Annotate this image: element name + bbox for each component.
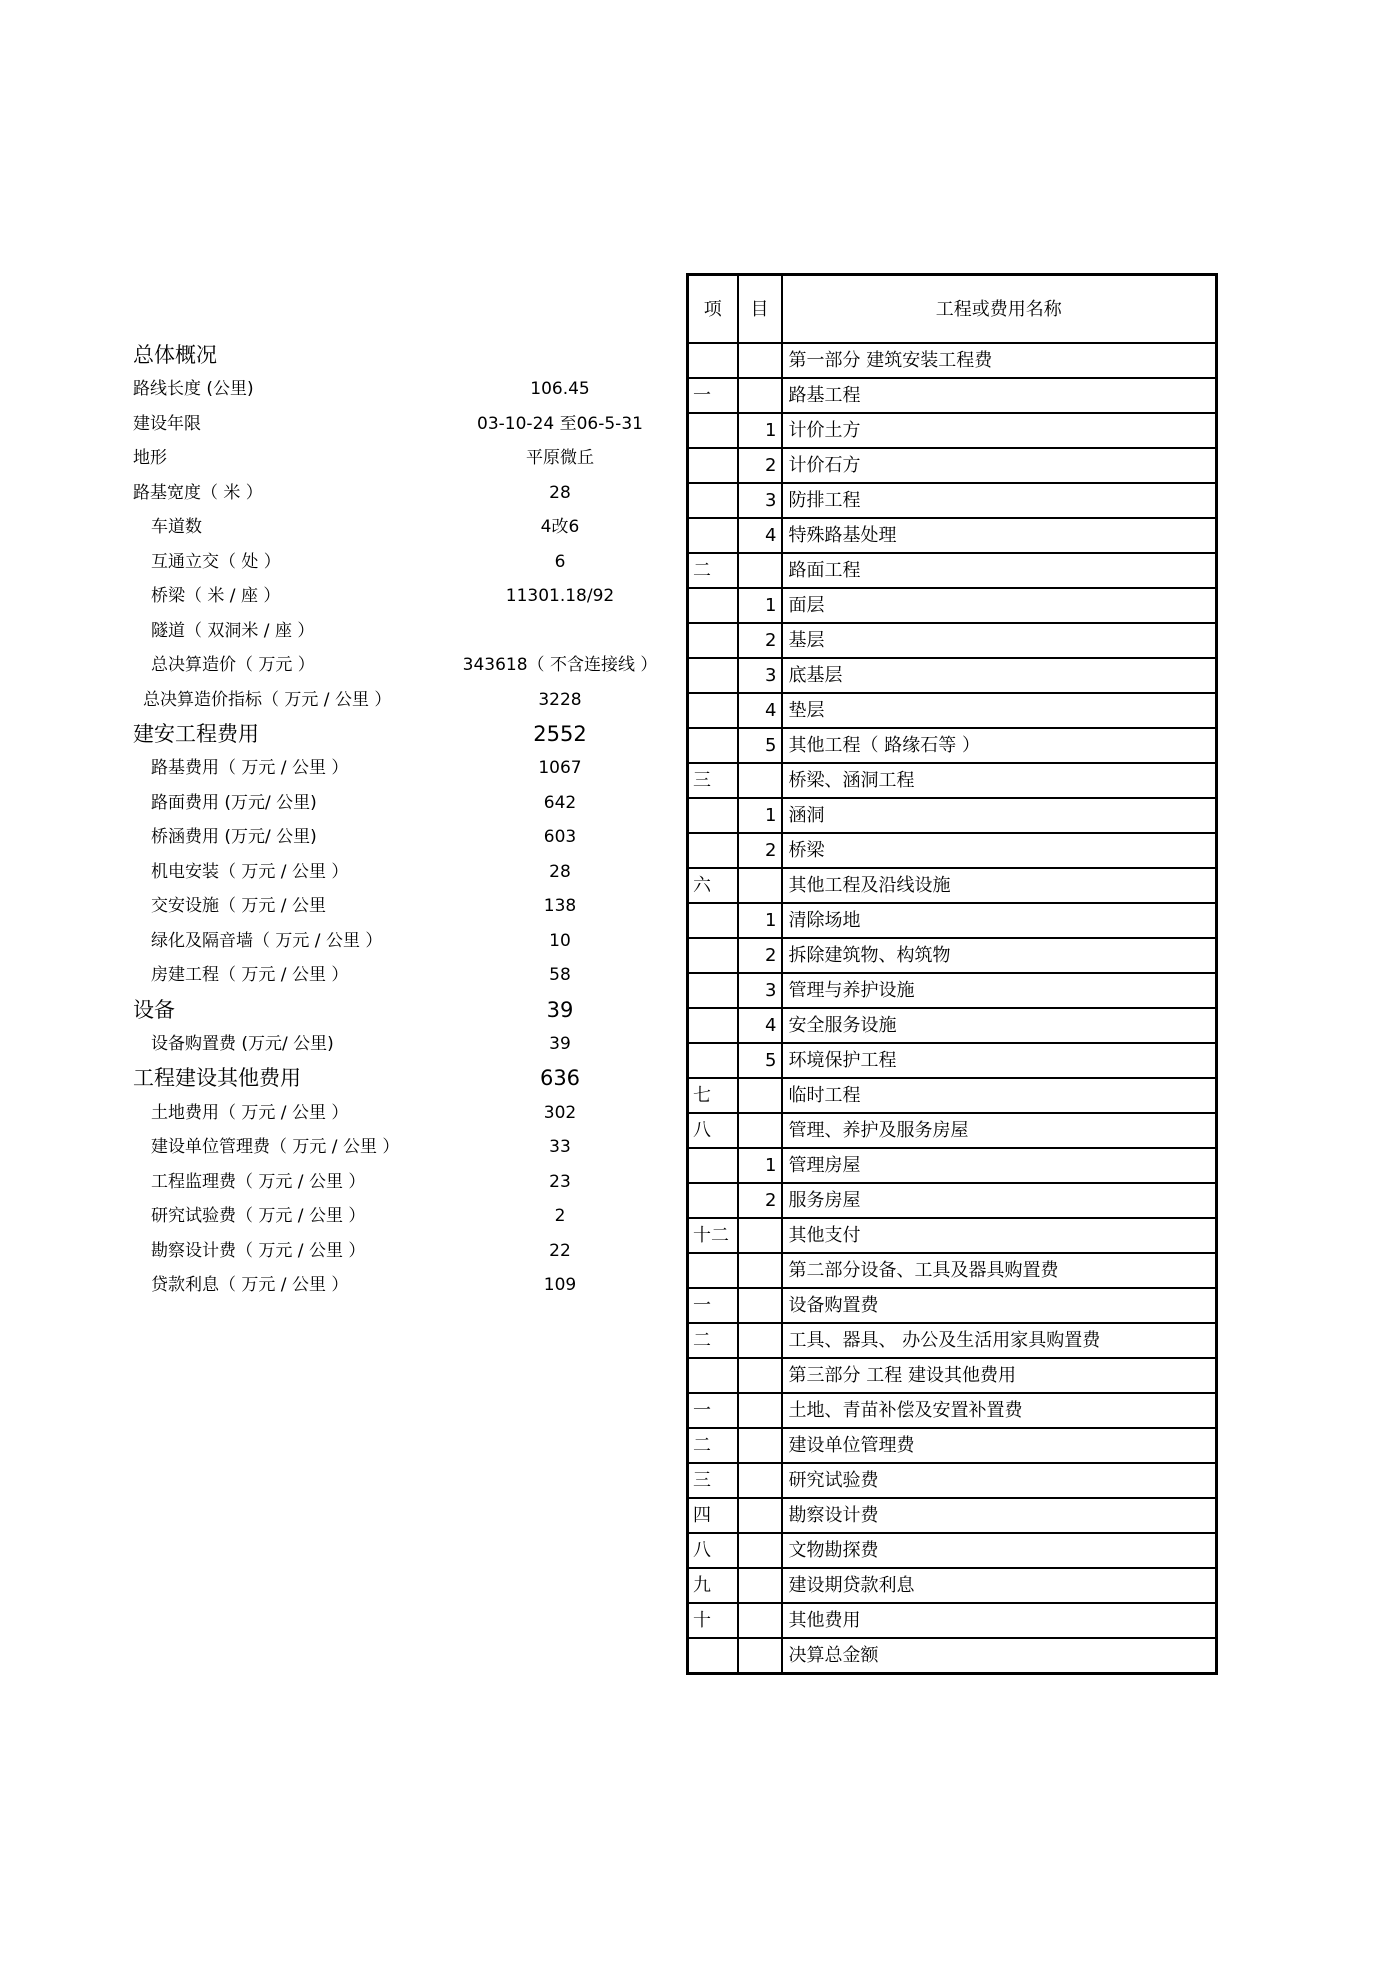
summary-label: 设备: [133, 998, 175, 1022]
table-row: [688, 623, 1217, 658]
cell-mu: 3: [738, 973, 782, 1008]
summary-row: [0, 1199, 680, 1233]
summary-label: 贷款利息（ 万元 / 公里 ）: [151, 1275, 349, 1295]
summary-value: 4改6: [540, 517, 580, 537]
cell-name: 其他工程及沿线设施: [782, 868, 1217, 903]
summary-label: 交安设施（ 万元 / 公里: [151, 896, 326, 916]
cell-mu: 5: [738, 1043, 782, 1078]
summary-value: 平原微丘: [526, 448, 594, 468]
summary-section-heading: [0, 717, 680, 751]
summary-value: 28: [549, 862, 571, 882]
cell-name: 工具、器具、 办公及生活用家具购置费: [782, 1323, 1217, 1358]
cell-mu: [738, 343, 782, 378]
cell-name: 设备购置费: [782, 1288, 1217, 1323]
cell-name: 决算总金额: [782, 1638, 1217, 1674]
cell-name: 建设单位管理费: [782, 1428, 1217, 1463]
summary-label: 桥梁（ 米 / 座 ）: [151, 586, 281, 606]
cell-mu: 3: [738, 483, 782, 518]
cell-xiang: [688, 728, 738, 763]
summary-label: 建安工程费用: [133, 722, 259, 746]
table-row: [688, 1498, 1217, 1533]
summary-row: [0, 545, 680, 579]
cell-mu: [738, 378, 782, 413]
table-row: [688, 1218, 1217, 1253]
summary-label: 总决算造价（ 万元 ）: [151, 655, 315, 675]
table-row: [688, 483, 1217, 518]
summary-label: 路基宽度（ 米 ）: [133, 483, 263, 503]
cell-name: 其他费用: [782, 1603, 1217, 1638]
cell-name: 勘察设计费: [782, 1498, 1217, 1533]
summary-value: 343618（ 不含连接线 ）: [462, 655, 658, 675]
cell-xiang: 三: [688, 1463, 738, 1498]
table-row: [688, 833, 1217, 868]
summary-section-heading: [0, 993, 680, 1027]
cell-name: 研究试验费: [782, 1463, 1217, 1498]
table-row: [688, 1323, 1217, 1358]
header-mu: 目: [738, 275, 782, 344]
summary-row: [0, 407, 680, 441]
summary-row: [0, 1165, 680, 1199]
cell-mu: [738, 1463, 782, 1498]
cell-mu: [738, 1323, 782, 1358]
cell-mu: 2: [738, 938, 782, 973]
table-row: [688, 1358, 1217, 1393]
cell-mu: 4: [738, 693, 782, 728]
summary-row: [0, 1234, 680, 1268]
cell-xiang: 六: [688, 868, 738, 903]
cell-xiang: 二: [688, 1323, 738, 1358]
table-row: [688, 1533, 1217, 1568]
cell-mu: [738, 868, 782, 903]
cell-mu: [738, 1113, 782, 1148]
table-row: [688, 343, 1217, 378]
summary-row: [0, 1096, 680, 1130]
summary-label: 土地费用（ 万元 / 公里 ）: [151, 1103, 349, 1123]
cell-xiang: 一: [688, 1288, 738, 1323]
table-row: [688, 1183, 1217, 1218]
table-row: [688, 518, 1217, 553]
cell-xiang: [688, 1008, 738, 1043]
summary-label: 设备购置费 (万元/ 公里): [151, 1034, 334, 1054]
cell-xiang: 八: [688, 1113, 738, 1148]
table-row: [688, 798, 1217, 833]
cell-mu: [738, 1603, 782, 1638]
cell-xiang: [688, 1638, 738, 1674]
cell-name: 路基工程: [782, 378, 1217, 413]
cell-xiang: [688, 1253, 738, 1288]
table-row: [688, 973, 1217, 1008]
cell-name: 管理与养护设施: [782, 973, 1217, 1008]
cell-xiang: [688, 938, 738, 973]
summary-row: [0, 958, 680, 992]
summary-row: [0, 924, 680, 958]
summary-row: [0, 648, 680, 682]
summary-label: 互通立交（ 处 ）: [151, 552, 281, 572]
cell-name: 底基层: [782, 658, 1217, 693]
header-xiang: 项: [688, 275, 738, 344]
cell-name: 管理房屋: [782, 1148, 1217, 1183]
cell-mu: [738, 1428, 782, 1463]
table-row: [688, 658, 1217, 693]
cell-xiang: [688, 448, 738, 483]
cell-xiang: [688, 903, 738, 938]
cell-mu: [738, 1288, 782, 1323]
cell-mu: 2: [738, 833, 782, 868]
summary-label: 建设年限: [133, 414, 201, 434]
summary-row: [0, 889, 680, 923]
cell-name: 其他支付: [782, 1218, 1217, 1253]
summary-row: [0, 614, 680, 648]
cell-mu: [738, 1358, 782, 1393]
summary-value: 603: [543, 827, 577, 847]
cell-name: 清除场地: [782, 903, 1217, 938]
table-row: [688, 378, 1217, 413]
table-row: [688, 1603, 1217, 1638]
cell-xiang: [688, 623, 738, 658]
cell-name: 桥梁、涵洞工程: [782, 763, 1217, 798]
summary-row: [0, 579, 680, 613]
cell-mu: 2: [738, 1183, 782, 1218]
summary-label: 工程建设其他费用: [133, 1066, 301, 1090]
cell-xiang: 九: [688, 1568, 738, 1603]
cell-xiang: 三: [688, 763, 738, 798]
cell-mu: 1: [738, 1148, 782, 1183]
cell-name: 特殊路基处理: [782, 518, 1217, 553]
cell-mu: 1: [738, 413, 782, 448]
cell-mu: 2: [738, 623, 782, 658]
summary-label: 房建工程（ 万元 / 公里 ）: [151, 965, 349, 985]
cell-xiang: [688, 343, 738, 378]
cell-name: 计价石方: [782, 448, 1217, 483]
cell-mu: 1: [738, 588, 782, 623]
table-row: [688, 1568, 1217, 1603]
table-row: [688, 903, 1217, 938]
cell-xiang: 二: [688, 1428, 738, 1463]
summary-value: 33: [549, 1137, 571, 1157]
cell-name: 第三部分 工程 建设其他费用: [782, 1358, 1217, 1393]
cell-mu: 2: [738, 448, 782, 483]
cell-mu: 5: [738, 728, 782, 763]
cost-table: [686, 273, 1218, 1675]
cell-xiang: 一: [688, 1393, 738, 1428]
summary-label: 建设单位管理费（ 万元 / 公里 ）: [151, 1137, 400, 1157]
cell-name: 涵洞: [782, 798, 1217, 833]
table-row: [688, 1463, 1217, 1498]
cell-xiang: [688, 1358, 738, 1393]
summary-value: 22: [549, 1241, 571, 1261]
cell-mu: [738, 1533, 782, 1568]
summary-value: 138: [543, 896, 577, 916]
cell-mu: [738, 1218, 782, 1253]
cell-name: 临时工程: [782, 1078, 1217, 1113]
table-row: [688, 448, 1217, 483]
cell-xiang: 一: [688, 378, 738, 413]
summary-row: [0, 786, 680, 820]
summary-row: [0, 476, 680, 510]
cell-xiang: 二: [688, 553, 738, 588]
cell-mu: 1: [738, 903, 782, 938]
cell-name: 土地、青苗补偿及安置补置费: [782, 1393, 1217, 1428]
summary-label: 路面费用 (万元/ 公里): [151, 793, 317, 813]
cell-name: 桥梁: [782, 833, 1217, 868]
cell-name: 第一部分 建筑安装工程费: [782, 343, 1217, 378]
summary-row: [0, 1130, 680, 1164]
cell-name: 基层: [782, 623, 1217, 658]
cell-xiang: [688, 1043, 738, 1078]
summary-label: 勘察设计费（ 万元 / 公里 ）: [151, 1241, 366, 1261]
summary-row: [0, 751, 680, 785]
summary-label: 地形: [133, 448, 167, 468]
cell-mu: [738, 1253, 782, 1288]
table-row: [688, 1148, 1217, 1183]
cell-mu: [738, 1498, 782, 1533]
cell-xiang: [688, 973, 738, 1008]
table-row: [688, 728, 1217, 763]
cell-mu: 4: [738, 1008, 782, 1043]
table-row: [688, 1113, 1217, 1148]
cell-xiang: 四: [688, 1498, 738, 1533]
cell-name: 管理、养护及服务房屋: [782, 1113, 1217, 1148]
summary-value: 11301.18/92: [505, 586, 615, 606]
summary-value: 58: [549, 965, 571, 985]
cell-name: 路面工程: [782, 553, 1217, 588]
cell-name: 安全服务设施: [782, 1008, 1217, 1043]
summary-label: 车道数: [151, 517, 202, 537]
summary-value: 39: [546, 998, 574, 1022]
cell-mu: [738, 1078, 782, 1113]
cell-xiang: 十二: [688, 1218, 738, 1253]
table-row: [688, 1253, 1217, 1288]
summary-label: 隧道（ 双洞米 / 座 ）: [151, 621, 315, 641]
summary-row: [0, 855, 680, 889]
cell-xiang: [688, 518, 738, 553]
cell-mu: [738, 1393, 782, 1428]
summary-label: 绿化及隔音墙（ 万元 / 公里 ）: [151, 931, 383, 951]
table-row: [688, 1008, 1217, 1043]
cell-xiang: [688, 693, 738, 728]
cell-xiang: [688, 1148, 738, 1183]
summary-value: 636: [539, 1066, 581, 1090]
cell-name: 防排工程: [782, 483, 1217, 518]
table-row: [688, 413, 1217, 448]
summary-value: 03-10-24 至06-5-31: [477, 414, 643, 434]
summary-label: 总体概况: [133, 343, 217, 367]
summary-value: 23: [549, 1172, 571, 1192]
summary-label: 桥涵费用 (万元/ 公里): [151, 827, 317, 847]
summary-row: [0, 372, 680, 406]
cell-name: 计价土方: [782, 413, 1217, 448]
cell-xiang: [688, 1183, 738, 1218]
summary-label: 研究试验费（ 万元 / 公里 ）: [151, 1206, 366, 1226]
cell-mu: 3: [738, 658, 782, 693]
summary-row: [0, 1268, 680, 1302]
summary-value: 106.45: [530, 379, 590, 399]
cell-name: 文物勘探费: [782, 1533, 1217, 1568]
cell-mu: 4: [738, 518, 782, 553]
summary-value: 28: [549, 483, 571, 503]
cell-mu: [738, 1638, 782, 1674]
cell-name: 面层: [782, 588, 1217, 623]
summary-value: 2: [554, 1206, 566, 1226]
table-row: [688, 1078, 1217, 1113]
cell-xiang: [688, 588, 738, 623]
summary-row: [0, 1027, 680, 1061]
table-row: [688, 868, 1217, 903]
header-name: 工程或费用名称: [782, 275, 1217, 344]
summary-value: 3228: [538, 690, 582, 710]
cell-name: 第二部分设备、工具及器具购置费: [782, 1253, 1217, 1288]
cell-name: 垫层: [782, 693, 1217, 728]
table-row: [688, 553, 1217, 588]
summary-section-heading: [0, 1061, 680, 1095]
summary-row: [0, 683, 680, 717]
cell-xiang: 八: [688, 1533, 738, 1568]
table-row: [688, 763, 1217, 798]
cell-xiang: [688, 833, 738, 868]
summary-row: [0, 510, 680, 544]
summary-label: 路基费用（ 万元 / 公里 ）: [151, 758, 349, 778]
summary-value: 1067: [538, 758, 582, 778]
cell-mu: [738, 763, 782, 798]
cell-mu: [738, 1568, 782, 1603]
table-header-row: [688, 275, 1217, 344]
summary-row: [0, 820, 680, 854]
cell-name: 服务房屋: [782, 1183, 1217, 1218]
table-row: [688, 1043, 1217, 1078]
summary-section-heading: [0, 338, 680, 372]
cell-mu: 1: [738, 798, 782, 833]
summary-label: 路线长度 (公里): [133, 379, 254, 399]
cell-mu: [738, 553, 782, 588]
table-row: [688, 693, 1217, 728]
summary-label: 工程监理费（ 万元 / 公里 ）: [151, 1172, 366, 1192]
cell-name: 其他工程（ 路缘石等 ）: [782, 728, 1217, 763]
cell-xiang: 十: [688, 1603, 738, 1638]
cell-xiang: [688, 798, 738, 833]
table-row: [688, 1288, 1217, 1323]
summary-value: 109: [543, 1275, 577, 1295]
table-row: [688, 938, 1217, 973]
summary-value: 6: [554, 552, 566, 572]
summary-value: 10: [549, 931, 571, 951]
cell-xiang: [688, 413, 738, 448]
cell-name: 拆除建筑物、构筑物: [782, 938, 1217, 973]
table-row: [688, 1638, 1217, 1674]
cell-name: 环境保护工程: [782, 1043, 1217, 1078]
summary-value: 642: [543, 793, 577, 813]
summary-value: 302: [543, 1103, 577, 1123]
cell-xiang: 七: [688, 1078, 738, 1113]
cell-name: 建设期贷款利息: [782, 1568, 1217, 1603]
summary-value: 2552: [533, 722, 587, 746]
summary-row: [0, 441, 680, 475]
table-row: [688, 588, 1217, 623]
table-row: [688, 1393, 1217, 1428]
summary-label: 总决算造价指标（ 万元 / 公里 ）: [143, 690, 392, 710]
cell-xiang: [688, 658, 738, 693]
table-row: [688, 1428, 1217, 1463]
summary-label: 机电安装（ 万元 / 公里 ）: [151, 862, 349, 882]
summary-value: 39: [549, 1034, 571, 1054]
cell-xiang: [688, 483, 738, 518]
